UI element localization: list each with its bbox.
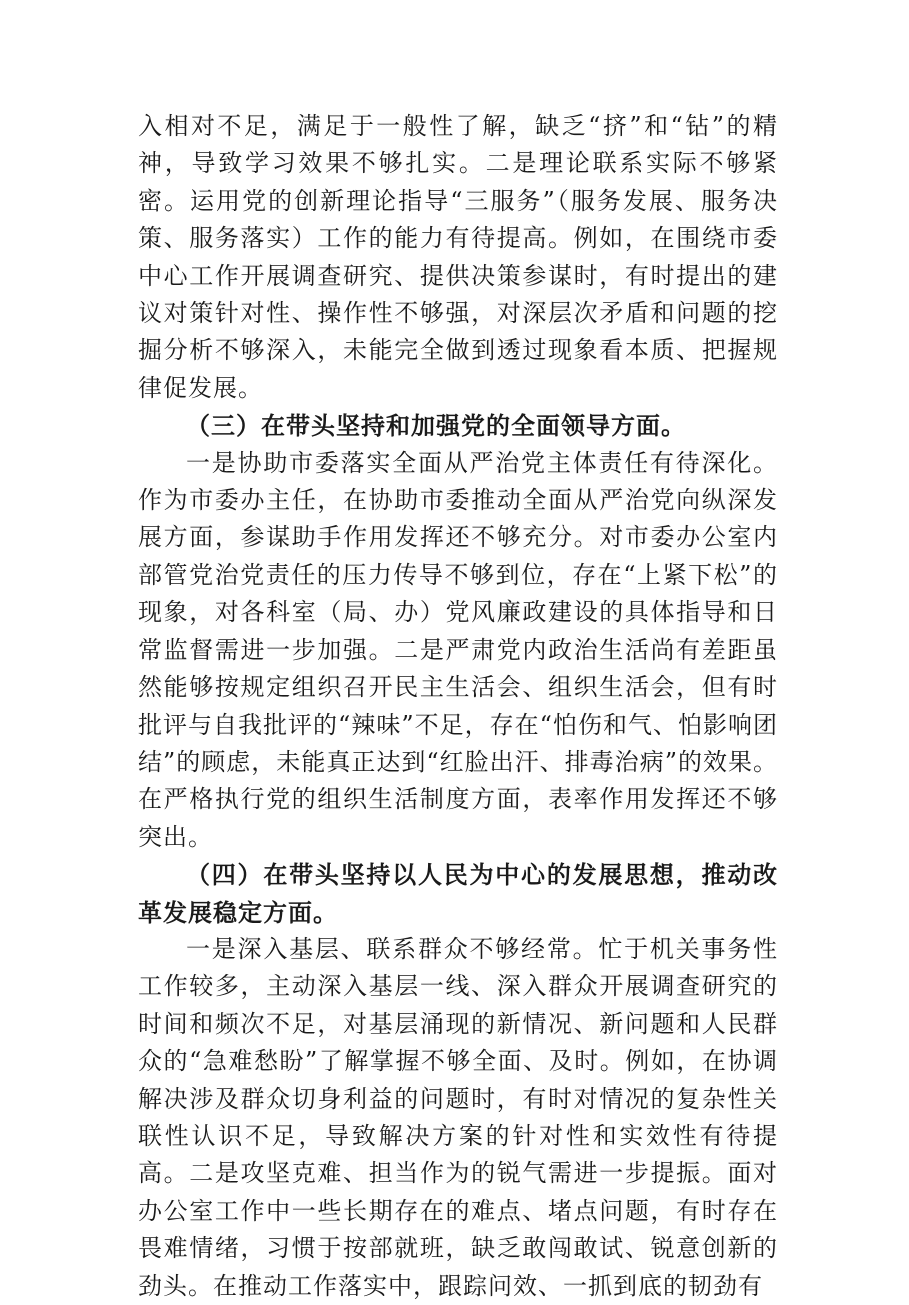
document-body bbox=[138, 108, 778, 1305]
paragraph-section-3: 一是协助市委落实全面从严治党主体责任有待深化。作为市委办主任，在协助市委推动全面从严治党向纵深发展方面，参谋助手作用发挥还不够充分。对市委办公室内部管党治党责任的压力传导不够到位，存在“上紧下松”的现象，对各科室（局、办）党风廉政建设的具体指导和日常监督需进一步加强。二是严肃党内政治生活尚有差距虽然能够按规定组织召开民主生活会、组织生活会，但有时批评与自我批评的“辣味”不足，存在“怕伤和气、怕影响团结”的顾虑，未能真正达到“红脸出汗、排毒治病”的效果。在严格执行党的组织生活制度方面，表率作用发挥还不够突出。 bbox=[138, 448, 778, 851]
paragraph-section-4: 一是深入基层、联系群众不够经常。忙于机关事务性工作较多，主动深入基层一线、深入群众开展调查研究的时间和频次不足，对基层涌现的新情况、新问题和人民群众的“急难愁盼”了解掌握不够全面、及时。例如，在协调解决涉及群众切身利益的问题时，有时对情况的复杂性关联性认识不足，导致解决方案的针对性和实效性有待提高。二是攻坚克难、担当作为的锐气需进一步提振。面对办公室工作中一些长期存在的难点、堵点问题，有时存在畏难情绪，习惯于按部就班，缺乏敢闯敢试、锐意创新的劲头。在推动工作落实中，跟踪问效、一抓到底的韧劲有 bbox=[138, 934, 778, 1300]
section-heading-4: （四）在带头坚持以人民为中心的发展思想，推动改革发展稳定方面。 bbox=[138, 860, 778, 927]
section-heading-3: （三）在带头坚持和加强党的全面领导方面。 bbox=[186, 411, 686, 441]
paragraph-continuation: 入相对不足，满足于一般性了解，缺乏“挤”和“钻”的精神，导致学习效果不够扎实。二是理论联系实际不够紧密。运用党的创新理论指导“三服务”（服务发展、服务决策、服务落实）工作的能力有待提高。例如，在围绕市委中心工作开展调查研究、提供决策参谋时，有时提出的建议对策针对性、操作性不够强，对深层次矛盾和问题的挖掘分析不够深入，未能完全做到透过现象看本质、把握规律促发展。 bbox=[138, 112, 778, 402]
